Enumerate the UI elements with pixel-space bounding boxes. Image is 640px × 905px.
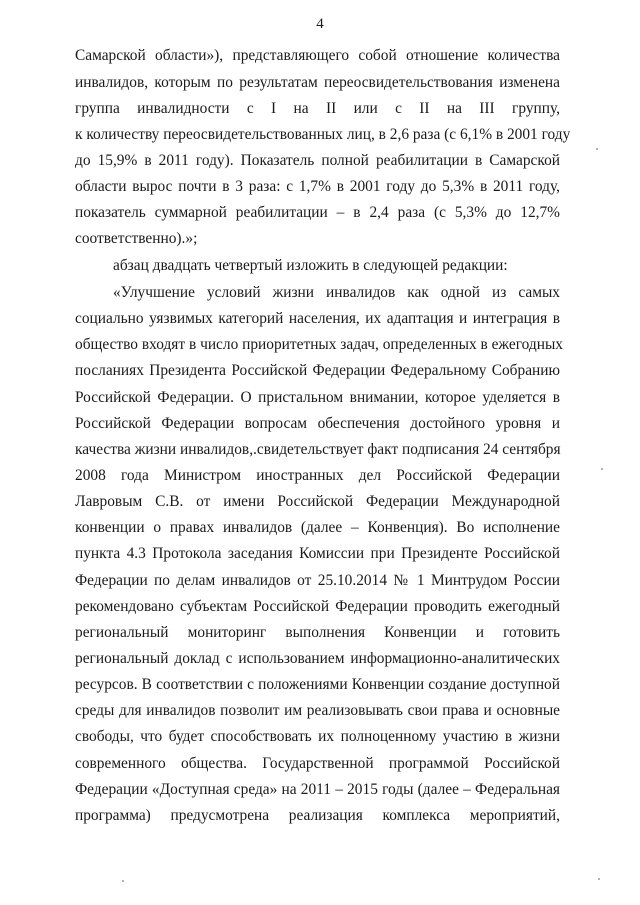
text-line: свободы, что будет способствовать их полноценному участию в жизни <box>75 728 560 745</box>
text-line: региональный доклад с использованием информационно-аналитических <box>75 650 560 667</box>
text-line: группа инвалидности с I на II или с II на III группу, <box>75 100 560 117</box>
text-line: среды для инвалидов позволит им реализовывать свои права и основные <box>75 702 560 719</box>
text-line: общество входят в число приоритетных задач, определенных в ежегодных <box>75 336 563 353</box>
text-line: рекомендовано субъектам Российской Федерации проводить ежегодный <box>75 598 560 615</box>
text-line: Федерации «Доступная среда» на 2011 – 2015 годы (далее – Федеральная <box>75 781 560 798</box>
text-line: посланиях Президента Российской Федерации Федеральному Собранию <box>75 362 560 379</box>
text-line: Российской Федерации. О пристальном внимании, которое уделяется в <box>75 389 560 406</box>
text-line: ресурсов. В соответствии с положениями Конвенции создание доступной <box>75 676 560 693</box>
text-line: к количеству переосвидетельствованных лиц, в 2,6 раза (с 6,1% в 2001 году <box>75 126 571 143</box>
text-line: Самарской области»), представляющего собой отношение количества <box>75 47 560 64</box>
page-number: 4 <box>316 16 324 32</box>
text-line: программа) предусмотрена реализация комплекса мероприятий, <box>75 807 560 824</box>
text-line: абзац двадцать четвертый изложить в следующей редакции: <box>113 257 508 274</box>
text-line: пункта 4.3 Протокола заседания Комиссии при Президенте Российской <box>75 545 560 562</box>
text-line: «Улучшение условий жизни инвалидов как одной из самых <box>113 284 560 301</box>
text-line: 2008 года Министром иностранных дел Российской Федерации <box>75 467 560 484</box>
text-line: региональный мониторинг выполнения Конвенции и готовить <box>75 624 560 641</box>
scan-speck <box>598 878 600 880</box>
text-line: Российской Федерации вопросам обеспечения достойного уровня и <box>75 415 560 432</box>
text-line: качества жизни инвалидов,.свидетельствует факт подписания 24 сентября <box>75 441 561 458</box>
text-line: области вырос почти в 3 раза: с 1,7% в 2001 году до 5,3% в 2011 году, <box>75 178 560 195</box>
scan-speck <box>596 148 598 150</box>
text-line: инвалидов, которым по результатам переосвидетельствования изменена <box>75 74 560 91</box>
text-line: Лавровым С.В. от имени Российской Федерации Международной <box>75 493 560 510</box>
text-line: показатель суммарной реабилитации – в 2,4 раза (с 5,3% до 12,7% <box>75 204 560 221</box>
text-line: современного общества. Государственной программой Российской <box>75 755 560 772</box>
scan-speck <box>122 880 124 882</box>
text-line: социально уязвимых категорий населения, их адаптация и интеграция в <box>75 310 560 327</box>
scan-speck <box>601 468 603 470</box>
text-line: конвенции о правах инвалидов (далее – Конвенция). Во исполнение <box>75 519 560 536</box>
text-line: до 15,9% в 2011 году). Показатель полной реабилитации в Самарской <box>75 152 560 169</box>
text-line: Федерации по делам инвалидов от 25.10.2014 № 1 Минтрудом России <box>75 572 560 589</box>
text-line: соответственно).»; <box>75 230 198 247</box>
